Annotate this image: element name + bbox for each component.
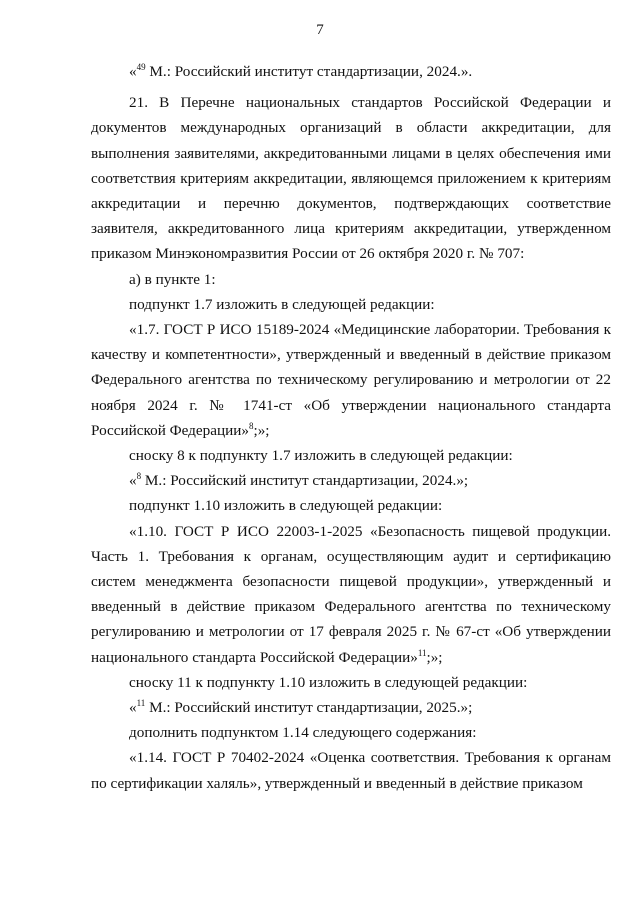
item-21-paragraph: 21. В Перечне национальных стандартов Российской Федерации и документов международных организаций в области аккредитации, для выполнения заявителями, аккредитованными лицами в целях обеспечения ими соответствия критериям аккредитации, являющемся приложением к критериям аккредитации и перечню документов, подтверждающих соответствие заявителя, аккредитованного лица критериям аккредитации, утвержденном приказом Минэкономразвития России от 26 октября 2020 г. № 707: <box>91 94 611 263</box>
instruction-1-7: подпункт 1.7 изложить в следующей редакции: <box>129 295 435 313</box>
footnote-ref-11-def: 11 <box>136 698 146 709</box>
footnote-8-text: «$^8$ М.: Российский институт стандартизации, 2024.»; <box>129 471 469 490</box>
footnote-49-text: «$^{49}$ М.: Российский институт стандартизации, 2024.». <box>129 61 473 80</box>
instruction-footnote-8: сноску 8 к подпункту 1.7 изложить в следующей редакции: <box>129 447 513 465</box>
footnote-ref-11: 11 <box>417 647 427 658</box>
footnote-ref-49: 49 <box>136 61 146 72</box>
subitem-a-paragraph: а) в пункте 1: <box>129 270 216 288</box>
footnote-11-text: «$^{11}$ М.: Российский институт стандартизации, 2025.»; <box>129 698 473 717</box>
clause-1-14-text: «1.14. ГОСТ Р 70402-2024 «Оценка соответствия. Требования к органам по сертификации халяль», утвержденный и введенный в действие приказом <box>91 749 611 792</box>
instruction-1-10: подпункт 1.10 изложить в следующей редакции: <box>129 497 443 515</box>
footnote-ref-8: 8 <box>248 420 254 431</box>
page-number: 7 <box>316 22 324 38</box>
instruction-1-14: дополнить подпунктом 1.14 следующего содержания: <box>129 724 477 742</box>
instruction-footnote-11: сноску 11 к подпункту 1.10 изложить в следующей редакции: <box>129 673 528 691</box>
document-body <box>91 59 611 796</box>
clause-1-7-text: «1.7. ГОСТ Р ИСО 15189-2024 «Медицинские лаборатории. Требования к качеству и компетентности», утвержденный и введенный в действие приказом Федерального агентства по техническому регулированию и метрологии от 22 ноября 2024 г. № 1741-ст «Об утверждении национального стандарта Российской Федерации»$^8$;»; <box>91 321 611 439</box>
clause-1-10-text: «1.10. ГОСТ Р ИСО 22003-1-2025 «Безопасность пищевой продукции. Часть 1. Требования к органам, осуществляющим аудит и сертификацию систем менеджмента безопасности пищевой продукции», утвержденный и введенный в действие приказом Федерального агентства по техническому регулированию и метрологии от 17 февраля 2025 г. № 67-ст «Об утверждении национального стандарта Российской Федерации»$^{11}$;»; <box>91 522 611 666</box>
footnote-ref-8-def: 8 <box>136 471 142 482</box>
